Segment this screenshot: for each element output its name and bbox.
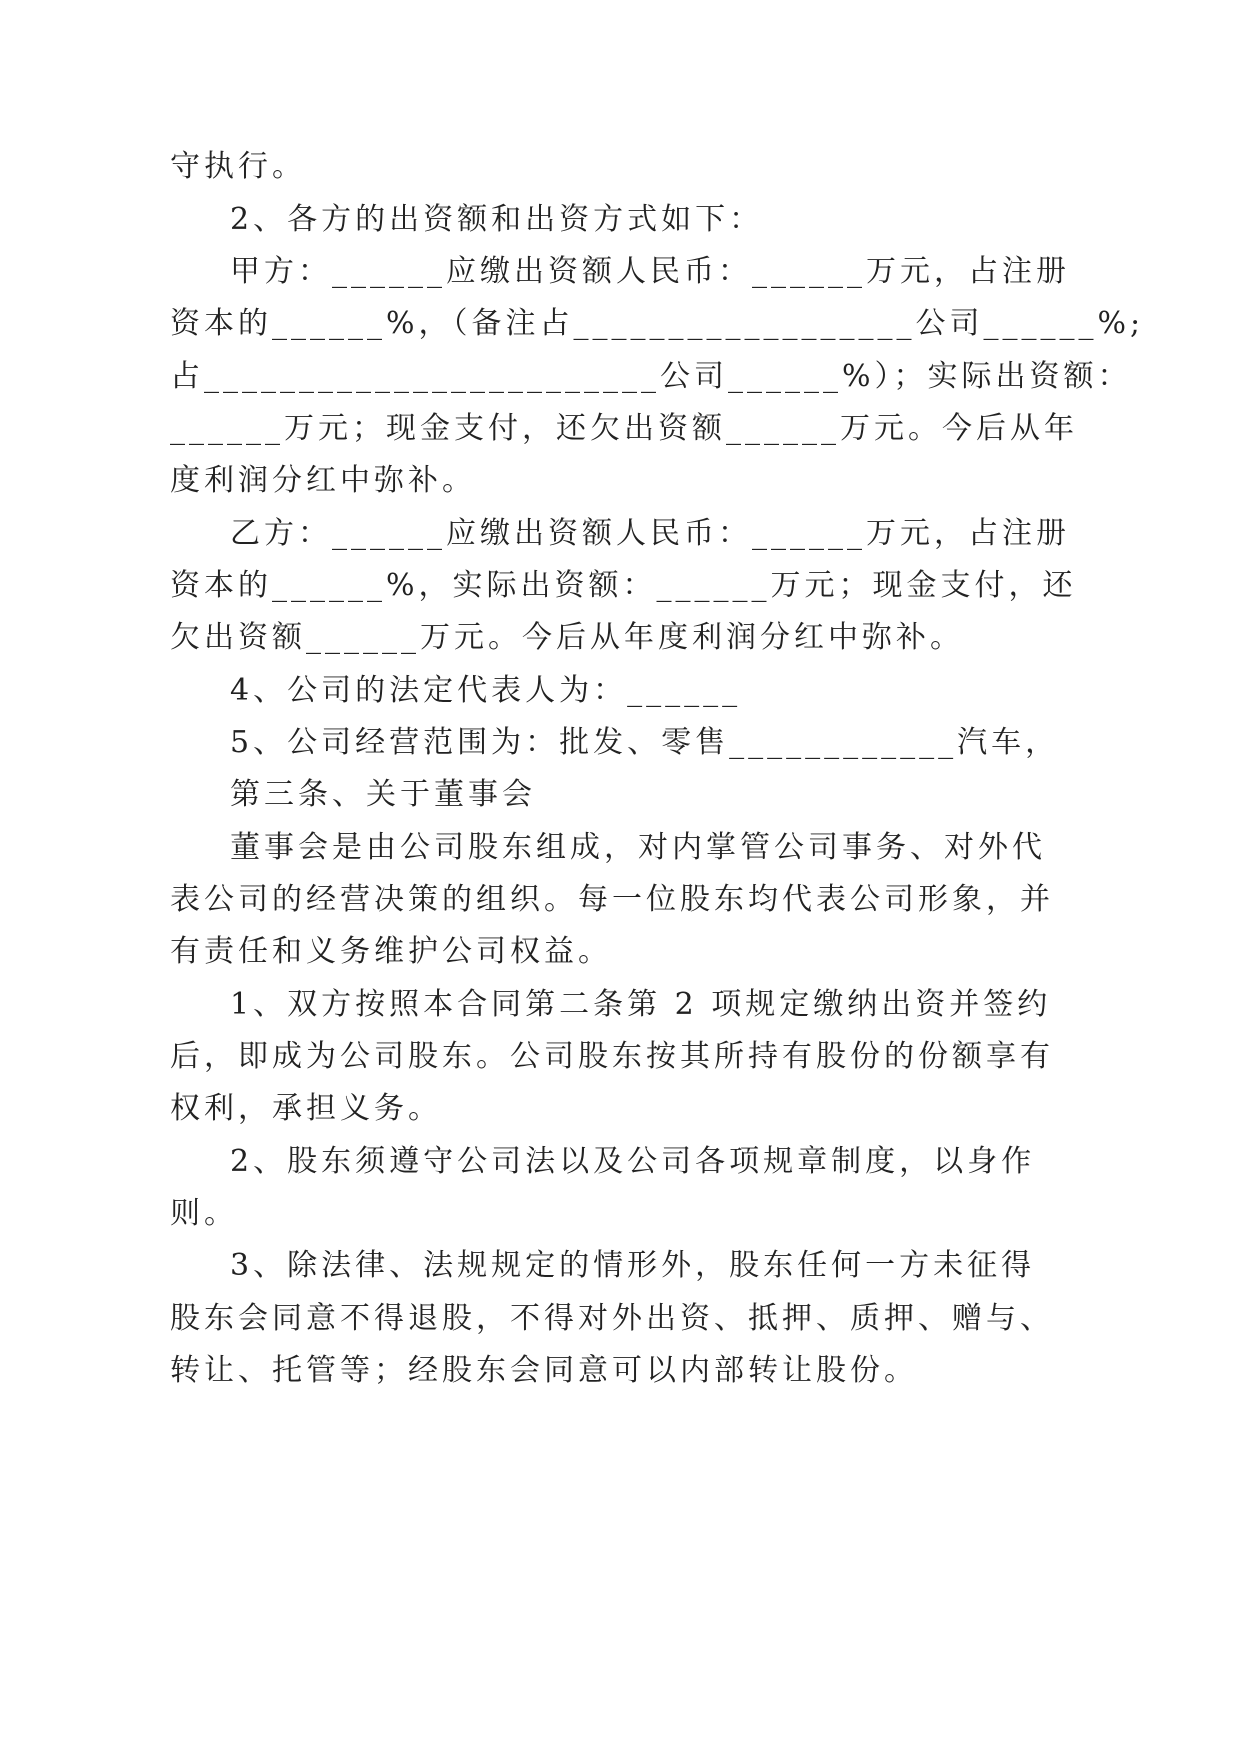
- text-line: 有责任和义务维护公司权益。: [170, 934, 612, 969]
- text-line: 4、公司的法定代表人为：______: [230, 673, 742, 708]
- text-line: 则。: [170, 1196, 238, 1231]
- text-line: 董事会是由公司股东组成，对内掌管公司事务、对外代: [230, 830, 1046, 865]
- text-line: 表公司的经营决策的组织。每一位股东均代表公司形象，并: [170, 882, 1054, 917]
- text-line: 2、股东须遵守公司法以及公司各项规章制度，以身作: [230, 1144, 1036, 1179]
- text-line: 乙方：______应缴出资额人民币：______万元，占注册: [230, 516, 1070, 551]
- text-line: 权利，承担义务。: [170, 1091, 442, 1126]
- text-line: 甲方：______应缴出资额人民币：______万元，占注册: [230, 254, 1070, 289]
- text-line: 1、双方按照本合同第二条第 2 项规定缴纳出资并签约: [230, 987, 1052, 1022]
- text-line: 转让、托管等；经股东会同意可以内部转让股份。: [170, 1353, 918, 1388]
- text-line: 欠出资额______万元。今后从年度利润分红中弥补。: [170, 620, 964, 655]
- text-line: 占________________________公司______%）；实际出资额：: [170, 359, 1132, 394]
- text-line: 2、各方的出资额和出资方式如下：: [230, 202, 764, 237]
- text-line: 守执行。: [170, 149, 306, 184]
- section-heading: 第三条、关于董事会: [230, 777, 536, 812]
- text-line: ______万元；现金支付，还欠出资额______万元。今后从年: [170, 411, 1078, 446]
- text-line: 资本的______%，实际出资额：______万元；现金支付，还: [170, 568, 1077, 603]
- text-line: 后，即成为公司股东。公司股东按其所持有股份的份额享有: [170, 1039, 1054, 1074]
- text-line: 股东会同意不得退股，不得对外出资、抵押、质押、赠与、: [170, 1301, 1054, 1336]
- text-line: 3、除法律、法规规定的情形外，股东任何一方未征得: [230, 1248, 1036, 1283]
- text-line: 资本的______%，（备注占__________________公司______%;: [170, 306, 1145, 341]
- text-line: 度利润分红中弥补。: [170, 463, 476, 498]
- text-line: 5、公司经营范围为：批发、零售____________汽车，: [230, 725, 1060, 760]
